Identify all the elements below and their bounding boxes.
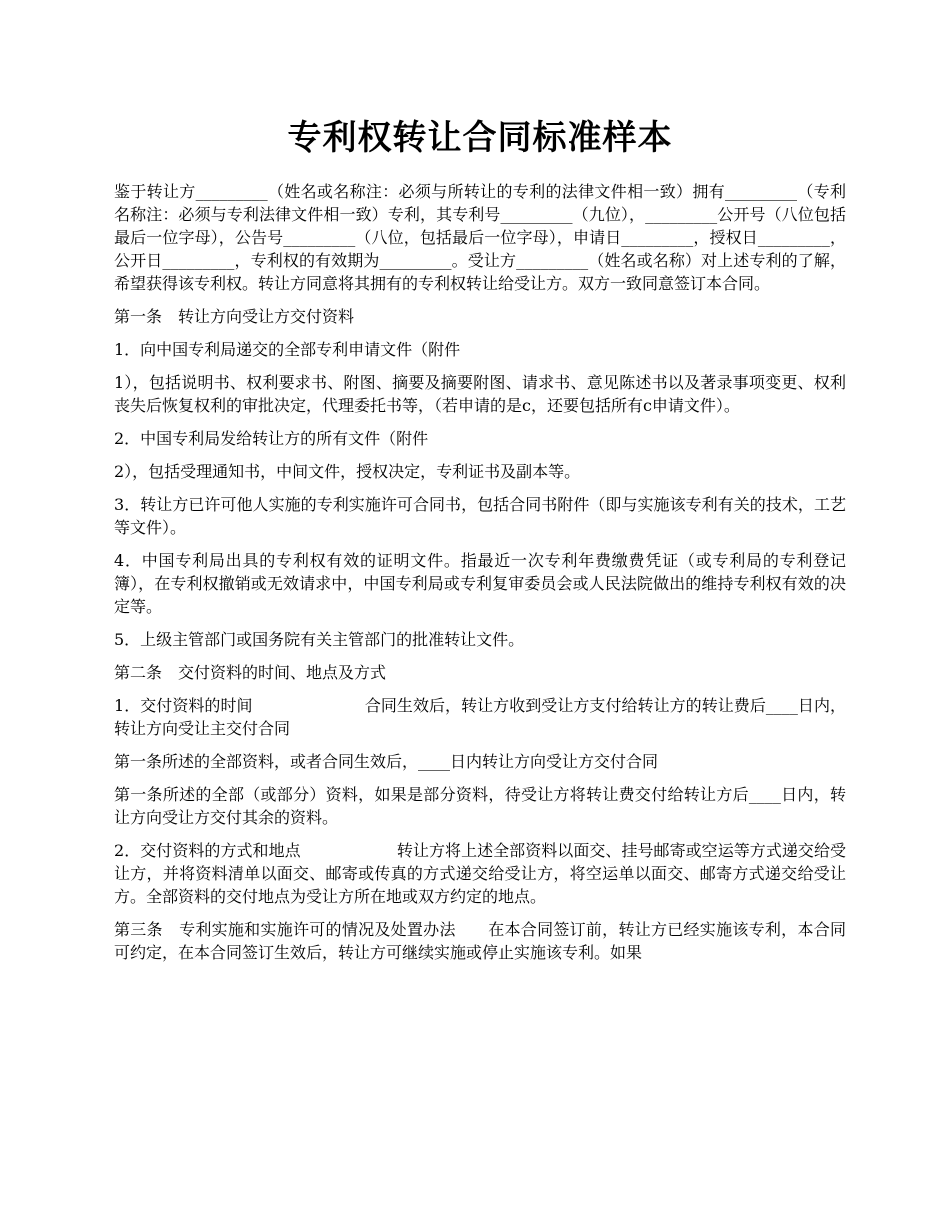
spacer — [114, 166, 846, 180]
paragraph-item-3: 3．转让方已许可他人实施的专利实施许可合同书，包括合同书附件（即与实施该专利有关的技术，工艺等文件）。 — [114, 495, 846, 537]
paragraph-item-2-cont: 2），包括受理通知书，中间文件，授权决定，专利证书及副本等。 — [114, 462, 581, 481]
paragraph-item-2: 2．中国专利局发给转让方的所有文件（附件 — [114, 429, 429, 448]
paragraph-delivery-time: 1．交付资料的时间 合同生效后，转让方收到受让方支付给转让方的转让费后____日内，转让方向受让主交付合同 — [114, 696, 846, 738]
article-1-heading: 第一条 转让方向受让方交付资料 — [114, 307, 355, 326]
paragraph-delivery-time-cont-2: 第一条所述的全部（或部分）资料，如果是部分资料，待受让方将转让费交付给转让方后____日内，转让方向受让方交付其余的资料。 — [114, 785, 846, 827]
paragraph-item-1-cont: 1），包括说明书、权利要求书、附图、摘要及摘要附图、请求书、意见陈述书以及著录事项变更、权利丧失后恢复权利的审批决定，代理委托书等，（若申请的是c，还要包括所有c申请文件）。 — [114, 373, 846, 415]
document-title: 专利权转让合同标准样本 — [287, 118, 673, 158]
document-page — [114, 0, 846, 964]
article-3-paragraph: 第三条 专利实施和实施许可的情况及处置办法 在本合同签订前，转让方已经实施该专利，本合同可约定，在本合同签订生效后，转让方可继续实施或停止实施该专利。如果 — [114, 920, 846, 962]
paragraph-preamble: 鉴于转让方_________（姓名或名称注：必须与所转让的专利的法律文件相一致）拥有_________（专利名称注：必须与专利法律文件相一致）专利，其专利号_________（九位），_________公开号（八位包括最后一位字母），公告号_________（八位，包括最后一位字母），申请日_________，授权日_________，公开日_________，专利权的有效期为_________。受让方_________（姓名或名称）对上述专利的了解，希望获得该专利权。转让方同意将其拥有的专利权转让给受让方。双方一致同意签订本合同。 — [114, 182, 846, 293]
paragraph-item-4: 4．中国专利局出具的专利权有效的证明文件。指最近一次专利年费缴费凭证（或专利局的专利登记簿），在专利权撤销或无效请求中，中国专利局或专利复审委员会或人民法院做出的维持专利权有效的决定等。 — [114, 551, 846, 616]
paragraph-delivery-time-cont: 第一条所述的全部资料，或者合同生效后，____日内转让方向受让方交付合同 — [114, 752, 659, 771]
article-2-heading: 第二条 交付资料的时间、地点及方式 — [114, 663, 387, 682]
paragraph-delivery-method: 2．交付资料的方式和地点 转让方将上述全部资料以面交、挂号邮寄或空运等方式递交给受让方，并将资料清单以面交、邮寄或传真的方式递交给受让方，将空运单以面交、邮寄方式递交给受让方。全部资料的交付地点为受让方所在地或双方约定的地点。 — [114, 841, 846, 906]
paragraph-item-1: 1．向中国专利局递交的全部专利申请文件（附件 — [114, 340, 461, 359]
paragraph-item-5: 5．上级主管部门或国务院有关主管部门的批准转让文件。 — [114, 630, 525, 649]
